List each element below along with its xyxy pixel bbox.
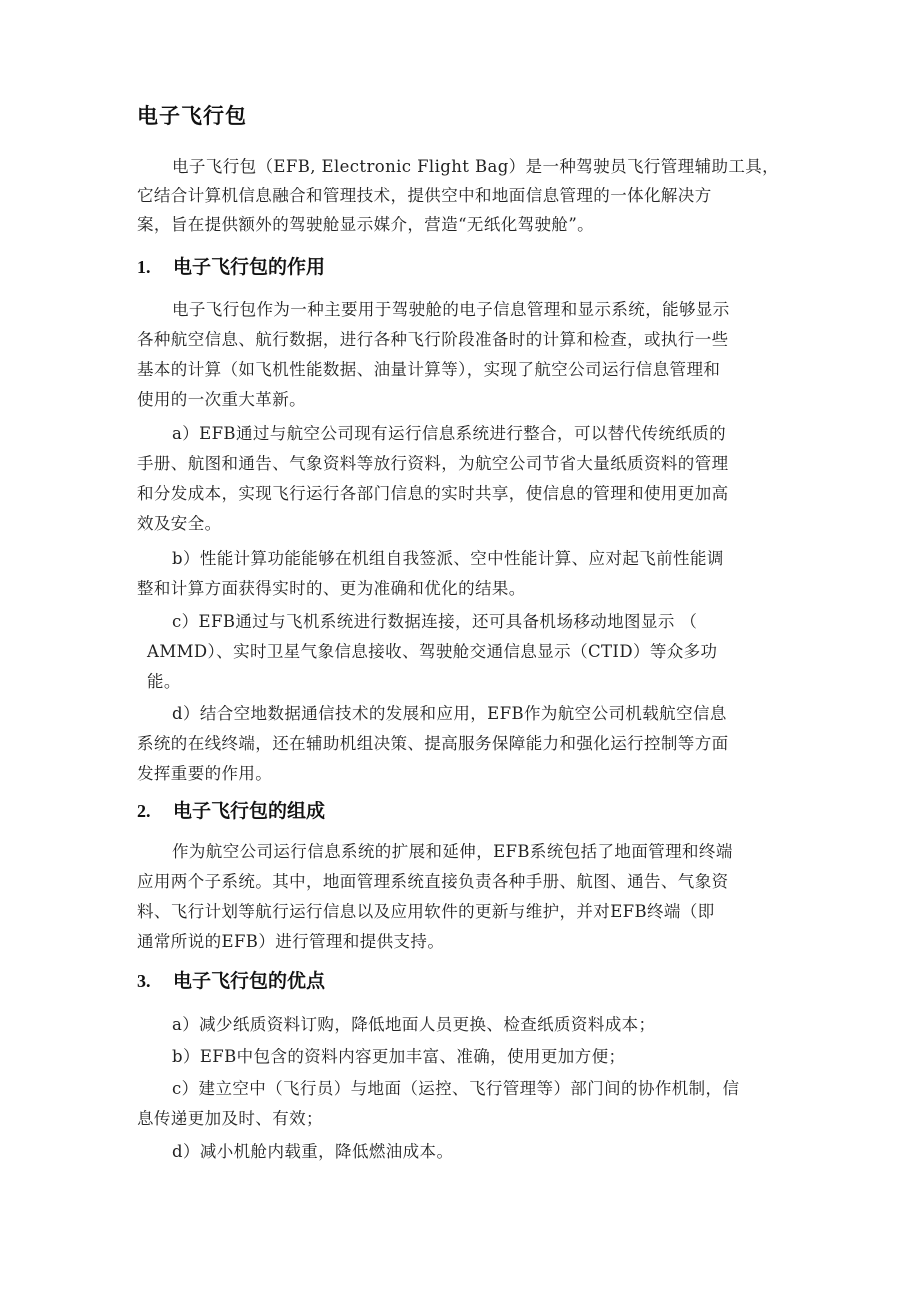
paragraph-line: 应用两个子系统。其中，地面管理系统直接负责各种手册、航图、通告、气象资 (137, 872, 729, 891)
paragraph-line: 息传递更加及时、有效； (137, 1109, 323, 1128)
section-title: 电子飞行包的作用 (173, 256, 326, 278)
intro-line: 案，旨在提供额外的驾驶舱显示媒介，营造“无纸化驾驶舱”。 (137, 215, 595, 234)
paragraph-line: 通常所说的EFB）进行管理和提供支持。 (137, 932, 445, 951)
paragraph-line: 能。 (147, 672, 181, 691)
section-number: 1. (137, 257, 151, 277)
paragraph-line: 基本的计算（如飞机性能数据、油量计算等），实现了航空公司运行信息管理和 (137, 360, 721, 379)
list-item-c: c）EFB通过与飞机系统进行数据连接，还可具备机场移动地图显示 （ (172, 612, 698, 631)
section-1-heading (137, 252, 325, 279)
paragraph-line: 和分发成本，实现飞行运行各部门信息的实时共享，使信息的管理和使用更加高 (137, 484, 729, 503)
list-item-b: b）性能计算功能能够在机组自我签派、空中性能计算、应对起飞前性能调 (172, 549, 724, 568)
paragraph-line: AMMD）、实时卫星气象信息接收、驾驶舱交通信息显示（CTID）等众多功 (147, 642, 718, 661)
paragraph-line: 发挥重要的作用。 (137, 764, 273, 783)
document-title: 电子飞行包 (137, 104, 247, 128)
intro-line: 电子飞行包（EFB, Electronic Flight Bag）是一种驾驶员飞行管理辅助工具， (172, 157, 780, 176)
paragraph-line: 料、飞行计划等航行运行信息以及应用软件的更新与维护，并对EFB终端（即 (137, 902, 715, 921)
list-item-b: b）EFB中包含的资料内容更加丰富、准确，使用更加方便； (172, 1047, 626, 1066)
intro-line: 它结合计算机信息融合和管理技术，提供空中和地面信息管理的一体化解决方 (137, 186, 712, 205)
list-item-a: a）EFB通过与航空公司现有运行信息系统进行整合，可以替代传统纸质的 (172, 424, 727, 443)
section-number: 3. (137, 971, 151, 991)
paragraph-line: 电子飞行包作为一种主要用于驾驶舱的电子信息管理和显示系统，能够显示 (172, 300, 730, 319)
section-3-heading (137, 966, 325, 993)
list-item-a: a）减少纸质资料订购，降低地面人员更换、检查纸质资料成本； (172, 1015, 656, 1034)
list-item-d: d）结合空地数据通信技术的发展和应用，EFB作为航空公司机载航空信息 (172, 704, 727, 723)
paragraph-line: 效及安全。 (137, 514, 222, 533)
section-title: 电子飞行包的组成 (173, 800, 326, 822)
section-title: 电子飞行包的优点 (173, 970, 326, 992)
paragraph-line: 系统的在线终端，还在辅助机组决策、提高服务保障能力和强化运行控制等方面 (137, 734, 729, 753)
paragraph-line: 整和计算方面获得实时的、更为准确和优化的结果。 (137, 579, 526, 598)
paragraph-line: 手册、航图和通告、气象资料等放行资料，为航空公司节省大量纸质资料的管理 (137, 454, 729, 473)
section-number: 2. (137, 801, 151, 821)
paragraph-line: 使用的一次重大革新。 (137, 390, 306, 409)
section-2-heading (137, 796, 325, 823)
paragraph-line: 作为航空公司运行信息系统的扩展和延伸，EFB系统包括了地面管理和终端 (172, 842, 733, 861)
list-item-c: c）建立空中（飞行员）与地面（运控、飞行管理等）部门间的协作机制，信 (172, 1079, 740, 1098)
list-item-d: d）减小机舱内载重，降低燃油成本。 (172, 1142, 454, 1161)
paragraph-line: 各种航空信息、航行数据，进行各种飞行阶段准备时的计算和检查，或执行一些 (137, 330, 729, 349)
